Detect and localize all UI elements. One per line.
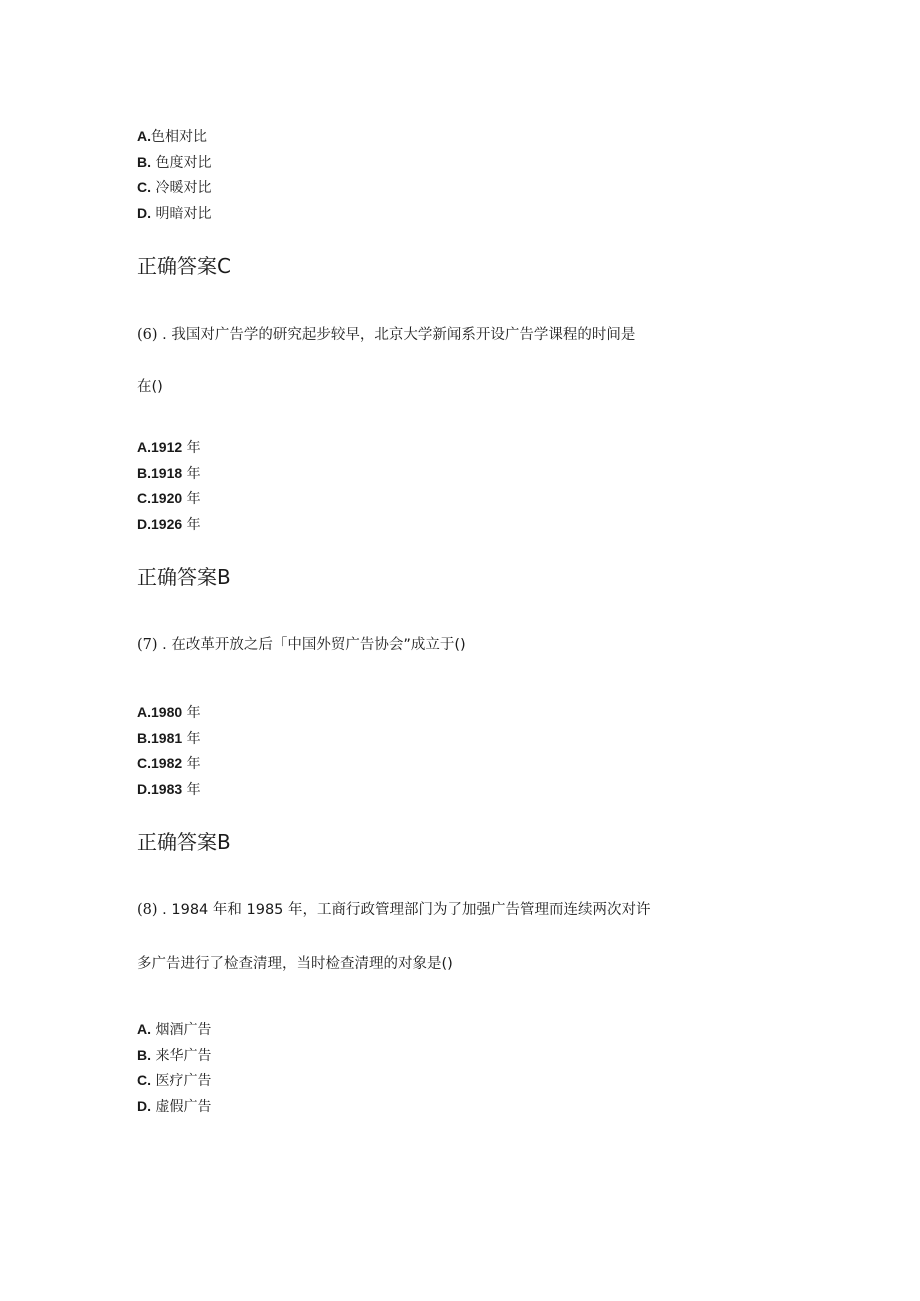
q6-options bbox=[137, 435, 860, 538]
option-a: A.色相对比 bbox=[137, 128, 207, 145]
q7-answer: 正确答案B bbox=[137, 830, 231, 854]
option-a: A.1980 年 bbox=[137, 704, 201, 721]
option-d: D.1983 年 bbox=[137, 781, 201, 799]
q5-options bbox=[137, 124, 860, 227]
q6-answer: 正确答案B bbox=[137, 565, 231, 589]
q8-question-line2: 多广告进行了检查清理，当时检查清理的对象是() bbox=[137, 956, 453, 972]
q7-question-line1: (7) . 在改革开放之后「中国外贸广告协会”成立于() bbox=[137, 637, 466, 653]
option-c: C. 医疗广告 bbox=[137, 1072, 212, 1090]
q5-answer: 正确答案C bbox=[137, 254, 231, 278]
option-c: C.1982 年 bbox=[137, 755, 201, 773]
option-a: A.1912 年 bbox=[137, 439, 201, 456]
option-d: D. 虚假广告 bbox=[137, 1098, 212, 1116]
option-b: B.1981 年 bbox=[137, 729, 201, 747]
option-d: D. 明暗对比 bbox=[137, 205, 212, 223]
option-b: B. 色度对比 bbox=[137, 153, 212, 171]
q8-options bbox=[137, 1017, 860, 1120]
q6-question-line1: (6) . 我国对广告学的研究起步较早，北京大学新闻系开设广告学课程的时间是 bbox=[137, 327, 636, 343]
q8-question-line1: (8) . 1984 年和 1985 年，工商行政管理部门为了加强广告管理而连续两次对许 bbox=[137, 902, 651, 918]
q6-question-line2: 在() bbox=[137, 379, 163, 395]
option-d: D.1926 年 bbox=[137, 516, 201, 534]
option-c: C.1920 年 bbox=[137, 490, 201, 508]
option-c: C. 冷暖对比 bbox=[137, 179, 212, 197]
option-b: B.1918 年 bbox=[137, 464, 201, 482]
option-a: A. 烟酒广告 bbox=[137, 1021, 212, 1038]
option-b: B. 来华广告 bbox=[137, 1046, 212, 1064]
q7-options bbox=[137, 700, 860, 803]
